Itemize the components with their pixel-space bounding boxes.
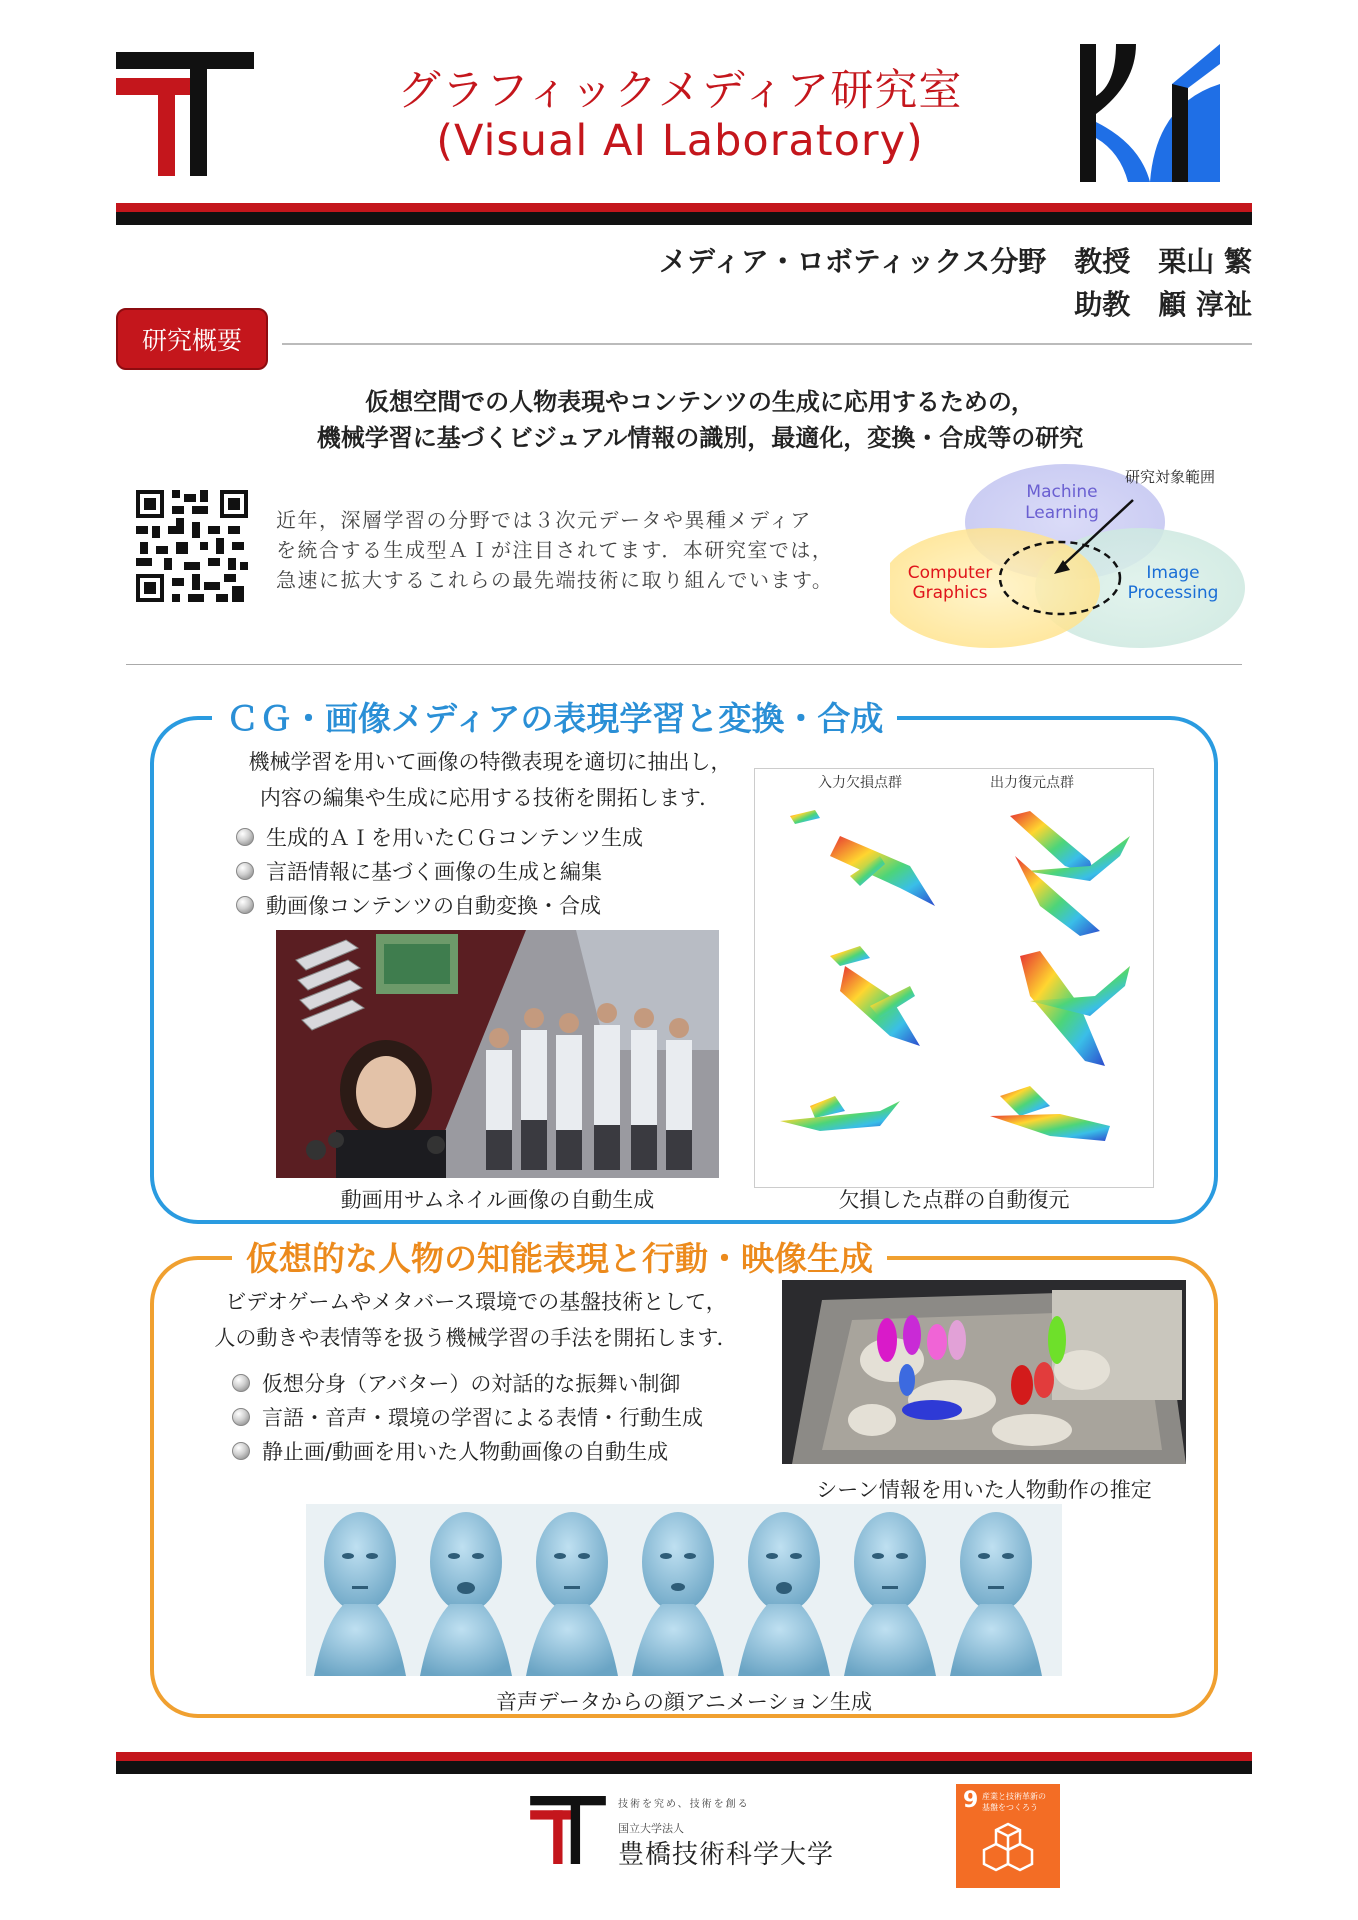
- research-scope-venn-diagram: [890, 460, 1260, 650]
- section2-desc-line-1: ビデオゲームやメタバース環境での基盤技術として，: [225, 1290, 727, 1314]
- intro-line-3: 急速に拡大するこれらの最先端技術に取り組んでいます。: [276, 568, 834, 592]
- venn-cg-label-1: Computer: [907, 563, 993, 583]
- header-divider-black: [116, 212, 1252, 225]
- sdg-cubes-icon: [976, 1820, 1040, 1880]
- list-item: [236, 888, 643, 922]
- venn-ml-label-1: Machine: [1026, 482, 1098, 502]
- bullet-icon: [232, 1374, 250, 1392]
- sdg-text-line-2: 基盤をつくろう: [982, 1803, 1038, 1812]
- intro-text: [276, 505, 896, 595]
- venn-ip-label-2: Processing: [1127, 583, 1219, 603]
- point-cloud-output-label: 出力復元点群: [990, 775, 1074, 791]
- university-corp-label: 国立大学法人: [618, 1822, 684, 1835]
- bullet-icon: [232, 1442, 250, 1460]
- venn-cg-label-2: Graphics: [912, 583, 988, 603]
- venn-ip-label-1: Image: [1146, 563, 1200, 583]
- thumbnail-collage-image: [276, 930, 719, 1178]
- university-motto: 技術を究め、技術を創る: [618, 1799, 750, 1810]
- point-cloud-input-label: 入力欠損点群: [818, 775, 902, 791]
- footer-divider-red: [116, 1752, 1252, 1761]
- footer-university-logo: [530, 1796, 606, 1864]
- author-assistant-professor: 助教 顧 淳祉: [1074, 288, 1252, 321]
- university-logo: [116, 52, 254, 176]
- bullet-text: 静止画/動画を用いた人物動画像の自動生成: [262, 1440, 669, 1464]
- overview-bottom-rule: [126, 664, 1242, 665]
- bullet-text: 生成的ＡＩを用いたＣＧコンテンツ生成: [266, 826, 643, 850]
- scene-caption: シーン情報を用いた人物動作の推定: [816, 1478, 1152, 1502]
- bullet-text: 言語・音声・環境の学習による表情・行動生成: [262, 1406, 703, 1430]
- bullet-icon: [236, 828, 254, 846]
- footer-divider-black: [116, 1761, 1252, 1774]
- research-lead: [220, 384, 1180, 456]
- venn-scope-label: 研究対象範囲: [1125, 468, 1216, 486]
- bullet-text: 動画像コンテンツの自動変換・合成: [266, 894, 601, 918]
- qr-code: [136, 490, 248, 602]
- face-animation-caption: 音声データからの顔アニメーション生成: [495, 1690, 873, 1714]
- bullet-text: 仮想分身（アバター）の対話的な振舞い制御: [262, 1372, 681, 1396]
- thumbnail-caption: 動画用サムネイル画像の自動生成: [340, 1188, 655, 1212]
- list-item: [232, 1434, 703, 1468]
- point-cloud-image: [760, 796, 1150, 1176]
- bullet-text: 言語情報に基づく画像の生成と編集: [266, 860, 602, 884]
- bullet-icon: [236, 896, 254, 914]
- list-item: [232, 1400, 703, 1434]
- face-animation-strip: [306, 1504, 1062, 1676]
- sdg-goal-9-badge: [956, 1784, 1060, 1888]
- list-item: [236, 820, 643, 854]
- venn-ml-label-2: Learning: [1025, 503, 1099, 523]
- section-cg-image-media-title: ＣＧ・画像メディアの表現学習と変換・合成: [212, 693, 897, 740]
- point-cloud-caption: 欠損した点群の自動復元: [838, 1188, 1070, 1212]
- university-name: 豊橋技術科学大学: [618, 1840, 835, 1870]
- lab-title-ja: グラフィックメディア研究室: [397, 66, 963, 116]
- lead-line-1: 仮想空間での人物表現やコンテンツの生成に応用するための，: [365, 388, 1035, 416]
- list-item: [236, 854, 643, 888]
- intro-line-2: を統合する生成型ＡＩが注目されてます．本研究室では，: [276, 538, 834, 562]
- overview-rule: [282, 343, 1252, 345]
- sdg-text-line-1: 産業と技術革新の: [982, 1792, 1046, 1801]
- scene-motion-image: [782, 1280, 1186, 1464]
- section2-description: [196, 1284, 756, 1356]
- lab-title: [330, 66, 1030, 166]
- header-divider-red: [116, 203, 1252, 212]
- bullet-icon: [232, 1408, 250, 1426]
- section2-bullet-list: [232, 1366, 703, 1468]
- author-professor: メディア・ロボティックス分野 教授 栗山 繁: [659, 245, 1252, 278]
- section-virtual-human-title: 仮想的な人物の知能表現と行動・映像生成: [232, 1233, 887, 1280]
- section2-desc-line-2: 人の動きや表情等を扱う機械学習の手法を開拓します．: [214, 1326, 738, 1350]
- list-item: [232, 1366, 703, 1400]
- lab-logo: [1080, 44, 1220, 184]
- face-animation-image: [306, 1504, 1062, 1676]
- lab-title-en: (Visual AI Laboratory): [436, 116, 924, 166]
- section1-description: [220, 744, 760, 816]
- section1-desc-line-2: 内容の編集や生成に応用する技術を開拓します．: [259, 786, 721, 810]
- overview-label: 研究概要: [116, 308, 268, 370]
- section1-bullet-list: [236, 820, 643, 922]
- bullet-icon: [236, 862, 254, 880]
- section1-desc-line-1: 機械学習を用いて画像の特徴表現を適切に抽出し，: [248, 750, 732, 774]
- intro-line-1: 近年，深層学習の分野では３次元データや異種メディア: [276, 508, 812, 532]
- sdg-number: 9: [963, 1788, 979, 1813]
- lead-line-2: 機械学習に基づくビジュアル情報の識別，最適化，変換・合成等の研究: [316, 424, 1084, 452]
